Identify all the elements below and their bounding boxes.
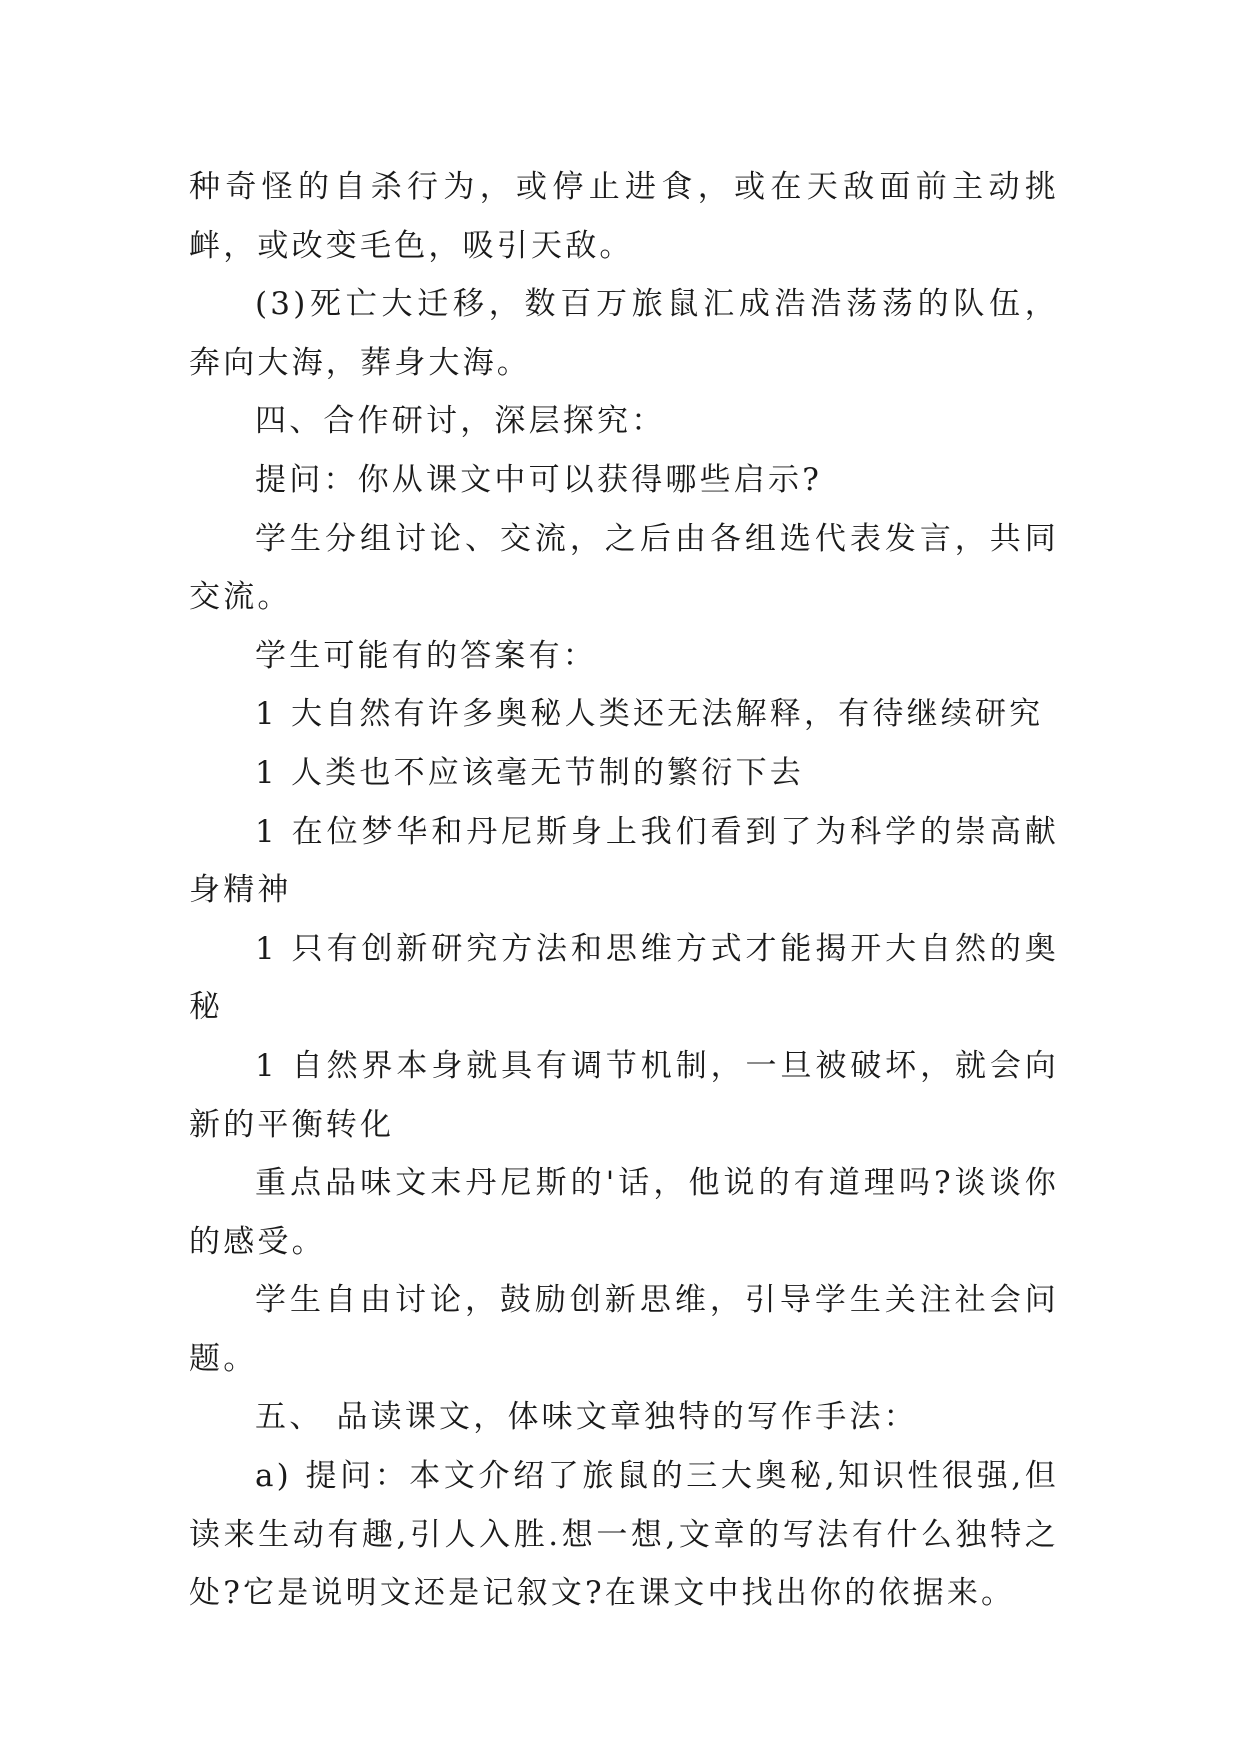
list-item: 1 在位梦华和丹尼斯身上我们看到了为科学的崇高献身精神 xyxy=(189,813,1059,909)
list-item: 1 人类也不应该毫无节制的繁衍下去 xyxy=(255,754,804,791)
list-item: 1 大自然有许多奥秘人类还无法解释，有待继续研究 xyxy=(255,696,1044,733)
section-heading-five: 五、 品读课文，体味文章独特的写作手法： xyxy=(255,1399,918,1436)
paragraph-key-quote: 重点品味文末丹尼斯的'话，他说的有道理吗?谈谈你的感受。 xyxy=(189,1165,1059,1260)
paragraph-possible-answers: 学生可能有的答案有： xyxy=(255,637,597,674)
paragraph-group-discussion: 学生分组讨论、交流，之后由各组选代表发言，共同交流。 xyxy=(189,520,1059,616)
list-item: 1 只有创新研究方法和思维方式才能揭开大自然的奥秘 xyxy=(189,930,1059,1026)
paragraph-writing-question: a) 提问：本文介绍了旅鼠的三大奥秘,知识性很强,但读来生动有趣,引人入胜.想一想,文章的写法有什么独特之处?它是说明文还是记叙文?在课文中找出你的依据来。 xyxy=(189,1458,1059,1612)
body-text xyxy=(189,158,1059,1623)
list-item: 1 自然界本身就具有调节机制，一旦被破坏，就会向新的平衡转化 xyxy=(189,1047,1059,1143)
paragraph-free-discussion: 学生自由讨论，鼓励创新思维，引导学生关注社会问题。 xyxy=(189,1282,1059,1377)
section-heading-four: 四、合作研讨，深层探究： xyxy=(255,403,666,440)
paragraph-migration: (3)死亡大迁移，数百万旅鼠汇成浩浩荡荡的队伍，奔向大海，葬身大海。 xyxy=(189,286,1059,381)
paragraph-question: 提问：你从课文中可以获得哪些启示? xyxy=(255,461,823,498)
paragraph-continuation: 种奇怪的自杀行为，或停止进食，或在天敌面前主动挑衅，或改变毛色，吸引天敌。 xyxy=(189,169,1059,264)
